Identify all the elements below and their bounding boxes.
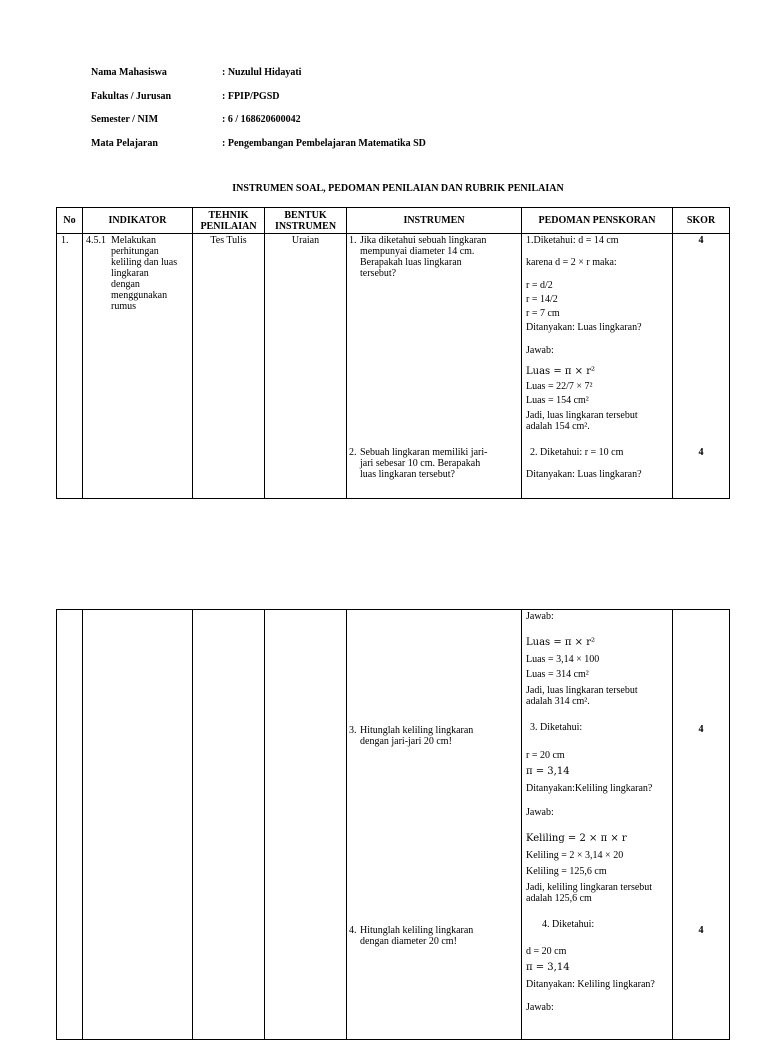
header-skor: SKOR [673,208,730,234]
cell-indikator [83,610,193,1040]
cell-instrumen [347,610,522,1040]
pedoman-formula: π = 3,14 [526,766,570,777]
row-number: 1. [61,235,69,246]
pedoman-line: Keliling = 2 × 3,14 × 20 [526,850,624,861]
pedoman-line: adalah 314 cm². [526,696,590,707]
pedoman-line: Jawab: [526,1002,554,1013]
table-row [57,234,730,499]
pedoman-line: Luas = 154 cm² [526,395,589,406]
table-header-row [57,208,730,234]
indikator-line: perhitungan [111,246,159,257]
indikator-code: 4.5.1 [86,235,106,246]
info-label-nama: Nama Mahasiswa [91,67,167,78]
pedoman-line: Jawab: [526,807,554,818]
indikator-line: menggunakan [111,290,168,301]
cell-pedoman [522,610,673,1040]
header-pedoman: PEDOMAN PENSKORAN [522,208,673,234]
question-number: 1. [349,235,357,246]
info-value-mapel: : Pengembangan Pembelajaran Matematika SD [222,138,426,149]
pedoman-line: karena d = 2 × r maka: [526,257,617,268]
indikator-line: keliling dan luas [111,257,178,268]
pedoman-formula: Keliling = 2 × π × r [526,833,627,844]
assessment-table-page-1 [56,207,730,499]
pedoman-line: Ditanyakan: Luas lingkaran? [526,469,642,480]
pedoman-line: Ditanyakan: Keliling lingkaran? [526,979,655,990]
info-value-semester: : 6 / 168620600042 [222,114,301,125]
header-bentuk [265,208,347,234]
question-line: Hitunglah keliling lingkaran [360,925,474,936]
cell-tehnik [193,234,265,499]
question-number: 3. [349,725,357,736]
pedoman-line: Keliling = 125,6 cm [526,866,607,877]
question-line: mempunyai diameter 14 cm. [360,246,475,257]
header-tehnik [193,208,265,234]
pedoman-line: Luas = 314 cm² [526,669,589,680]
question-line: tersebut? [360,268,397,279]
cell-bentuk [265,234,347,499]
indikator-line: Melakukan [111,235,156,246]
cell-no [57,610,83,1040]
pedoman-line: Luas = 3,14 × 100 [526,654,600,665]
info-label-fakultas: Fakultas / Jurusan [91,91,172,102]
pedoman-formula: Luas = π × r² [526,637,596,648]
bentuk-value: Uraian [291,235,320,246]
tehnik-value: Tes Tulis [210,235,247,246]
question-number: 4. [349,925,357,936]
question-line: dengan jari-jari 20 cm! [360,736,452,747]
indikator-line: rumus [111,301,136,312]
question-line: dengan diameter 20 cm! [360,936,457,947]
info-label-semester: Semester / NIM [91,114,159,125]
pedoman-line: 4. Diketahui: [542,919,595,930]
cell-pedoman [522,234,673,499]
header-no: No [57,208,83,234]
info-value-nama: : Nuzulul Hidayati [222,67,302,78]
question-line: Hitunglah keliling lingkaran [360,725,474,736]
question-line: Jika diketahui sebuah lingkaran [360,235,487,246]
cell-instrumen [347,234,522,499]
score-value: 4 [698,235,704,246]
question-number: 2. [349,447,357,458]
pedoman-line: r = d/2 [526,280,553,291]
pedoman-line: r = 14/2 [526,294,558,305]
header-bentuk-line2: INSTRUMEN [274,220,337,232]
indikator-line: lingkaran [111,268,149,279]
score-value: 4 [698,925,704,936]
assessment-table-page-2 [56,609,730,1040]
pedoman-line: Ditanyakan:Keliling lingkaran? [526,783,653,794]
pedoman-line: Jadi, luas lingkaran tersebut [526,410,638,421]
info-value-fakultas: : FPIP/PGSD [222,91,280,102]
cell-skor [673,610,730,1040]
cell-skor [673,234,730,499]
document-title: INSTRUMEN SOAL, PEDOMAN PENILAIAN DAN RUBRIK PENILAIAN [232,183,564,194]
header-tehnik-line2: PENILAIAN [200,220,257,232]
pedoman-line: Jawab: [526,345,554,356]
header-tehnik-line1: TEHNIK [208,209,249,221]
pedoman-line: adalah 125,6 cm [526,893,592,904]
pedoman-line: Jawab: [526,611,554,622]
pedoman-line: Luas = 22/7 × 7² [526,381,593,392]
indikator-line: dengan [111,279,140,290]
header-bentuk-line1: BENTUK [284,209,327,221]
pedoman-line: Ditanyakan: Luas lingkaran? [526,322,642,333]
question-line: Sebuah lingkaran memiliki jari- [360,447,488,458]
question-line: luas lingkaran tersebut? [360,469,455,480]
pedoman-line: Jadi, luas lingkaran tersebut [526,685,638,696]
question-line: jari sebesar 10 cm. Berapakah [360,458,481,469]
cell-no [57,234,83,499]
pedoman-line: d = 20 cm [526,946,567,957]
cell-tehnik [193,610,265,1040]
score-value: 4 [698,447,704,458]
score-value: 4 [698,724,704,735]
pedoman-line: 2. Diketahui: r = 10 cm [530,447,624,458]
cell-indikator [83,234,193,499]
pedoman-line: r = 7 cm [526,308,560,319]
info-label-mapel: Mata Pelajaran [91,138,158,149]
pedoman-line: Jadi, keliling lingkaran tersebut [526,882,653,893]
question-line: Berapakah luas lingkaran [360,257,462,268]
pedoman-line: 3. Diketahui: [530,722,583,733]
cell-bentuk [265,610,347,1040]
pedoman-line: adalah 154 cm². [526,421,590,432]
header-indikator: INDIKATOR [83,208,193,234]
pedoman-line: 1.Diketahui: d = 14 cm [526,235,619,246]
pedoman-formula: Luas = π × r² [526,366,596,377]
pedoman-formula: π = 3,14 [526,962,570,973]
pedoman-line: r = 20 cm [526,750,565,761]
table-row [57,610,730,1040]
header-instrumen: INSTRUMEN [347,208,522,234]
